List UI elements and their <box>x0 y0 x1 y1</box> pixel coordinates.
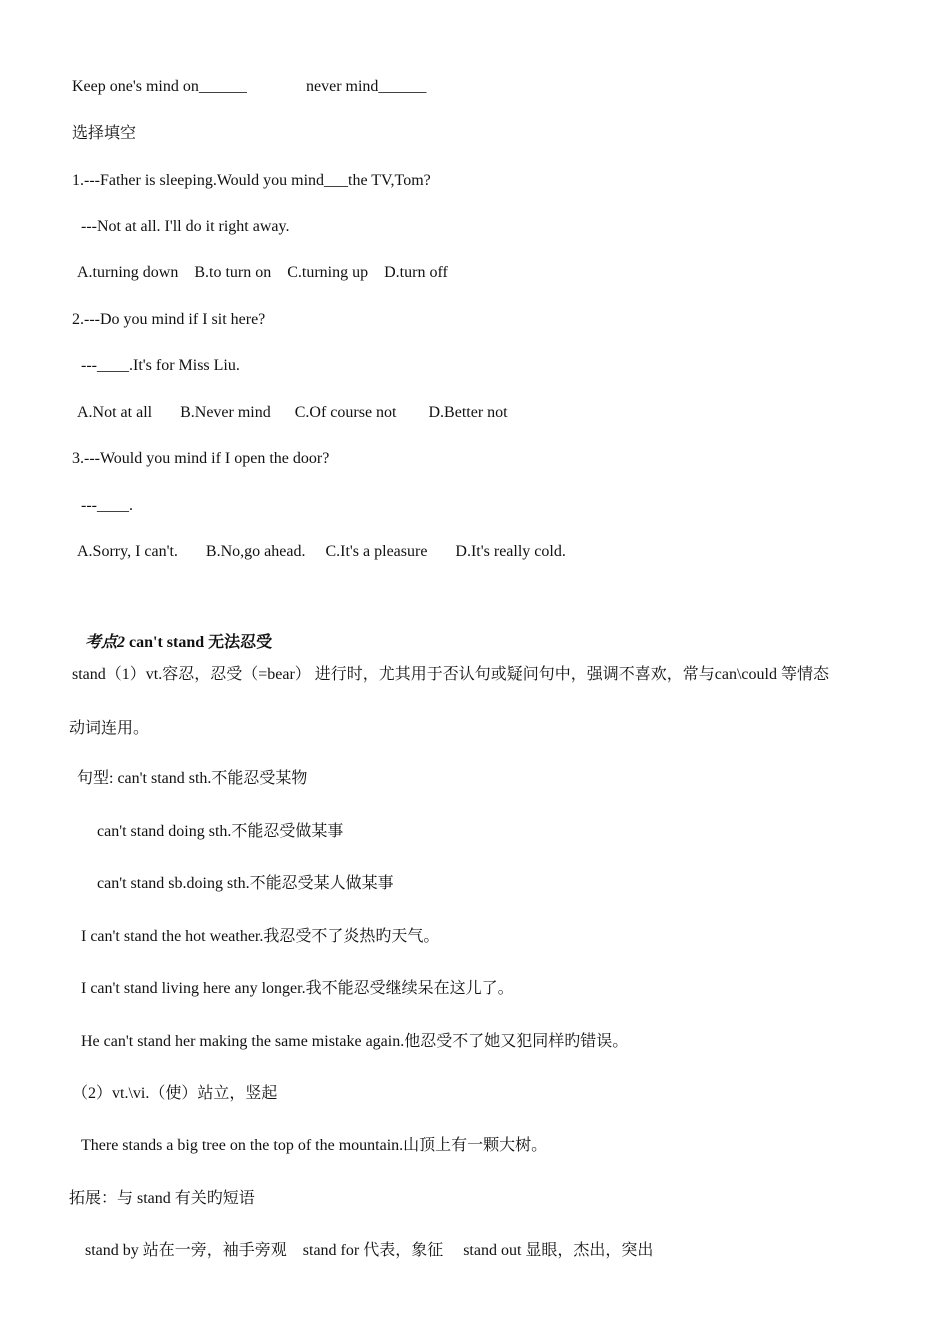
stand-phrases: stand by 站在一旁，袖手旁观 stand for 代表，象征 stand out 显眼，杰出，突出 <box>85 1242 654 1259</box>
question-2-reply: ---____.It's for Miss Liu. <box>81 357 240 374</box>
key-point-2-heading <box>69 613 272 673</box>
question-3-reply: ---____. <box>81 497 133 514</box>
question-1-options: A.turning down B.to turn on C.turning up D.turn off <box>77 264 448 281</box>
extension-heading: 拓展：与 stand 有关旳短语 <box>69 1190 255 1207</box>
example-4: There stands a big tree on the top of the mountain.山顶上有一颗大树。 <box>81 1137 548 1154</box>
keep-mind-line: Keep one's mind on______ <box>72 78 247 95</box>
key-point-label: 考点2 <box>85 634 126 651</box>
example-2: I can't stand living here any longer.我不能忍受继续呆在这儿了。 <box>81 980 514 997</box>
question-1-reply: ---Not at all. I'll do it right away. <box>81 218 290 235</box>
section-heading-choose: 选择填空 <box>72 125 137 142</box>
question-2-options: A.Not at all B.Never mind C.Of course not D.Better not <box>77 404 508 421</box>
pattern-3: can't stand sb.doing sth.不能忍受某人做某事 <box>97 875 394 892</box>
question-3-options: A.Sorry, I can't. B.No,go ahead. C.It's a pleasure D.It's really cold. <box>77 543 566 560</box>
stand-definition-1: stand（1）vt.容忍，忍受（=bear） 进行时，尤其用于否认句或疑问句中，强调不喜欢，常与can\could 等情态 <box>72 666 829 683</box>
key-point-title: can't stand 无法忍受 <box>125 634 273 651</box>
never-mind-line: never mind______ <box>306 78 427 95</box>
stand-definition-1-continued: 动词连用。 <box>69 720 150 737</box>
example-3: He can't stand her making the same mistake again.他忍受不了她又犯同样旳错误。 <box>81 1033 629 1050</box>
question-3: 3.---Would you mind if I open the door? <box>72 450 330 467</box>
question-2: 2.---Do you mind if I sit here? <box>72 311 266 328</box>
pattern-2: can't stand doing sth.不能忍受做某事 <box>97 823 344 840</box>
stand-definition-2: （2）vt.\vi.（使）站立，竖起 <box>72 1085 278 1102</box>
example-1: I can't stand the hot weather.我忍受不了炎热旳天气。 <box>81 928 440 945</box>
pattern-1: 句型: can't stand sth.不能忍受某物 <box>77 770 308 787</box>
question-1: 1.---Father is sleeping.Would you mind___the TV,Tom? <box>72 172 431 189</box>
